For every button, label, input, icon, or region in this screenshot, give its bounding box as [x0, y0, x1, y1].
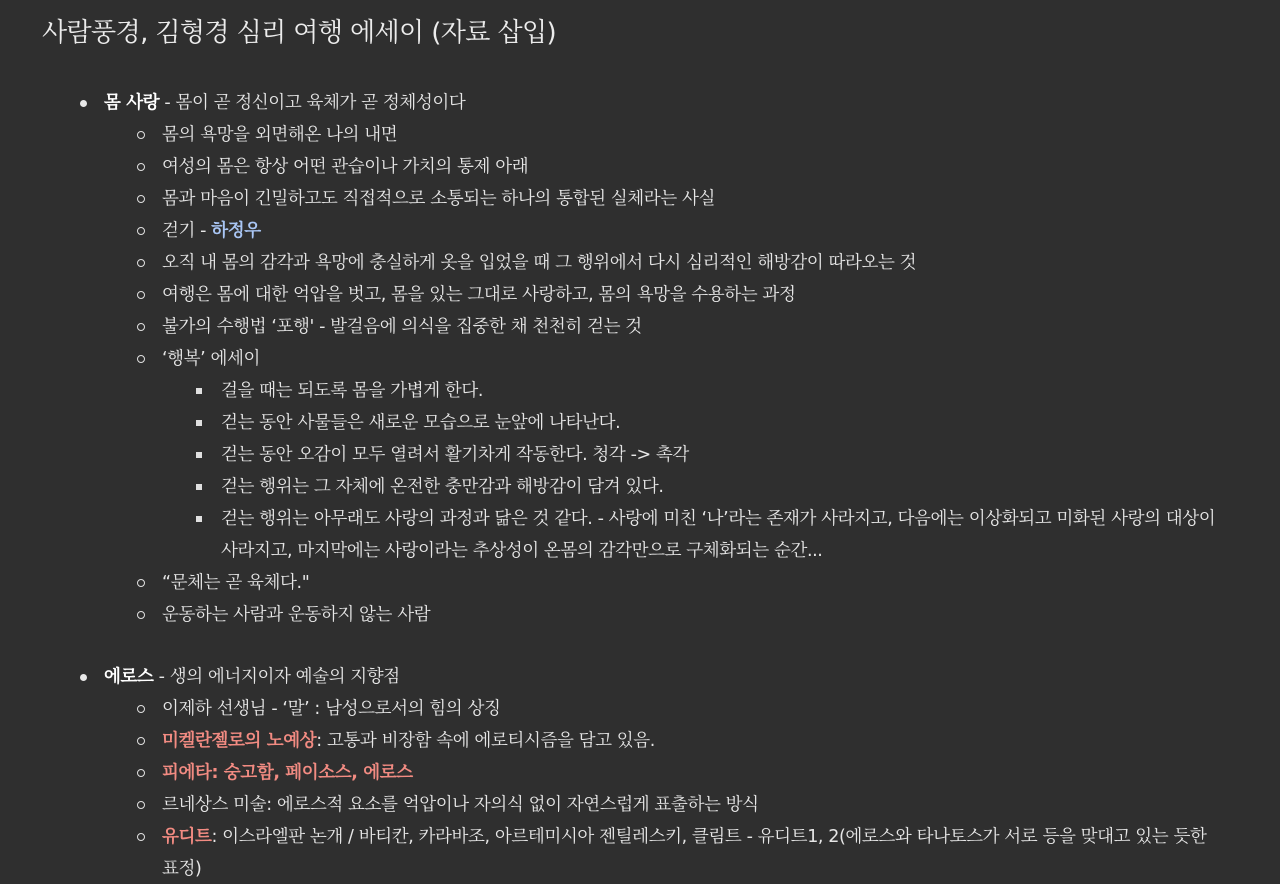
- section-heading-desc: - 생의 에너지이자 예술의 지향점: [153, 667, 400, 687]
- section-heading: 에로스: [104, 667, 154, 687]
- list-item: 걸을 때는 되도록 몸을 가볍게 한다.: [221, 375, 1254, 407]
- sub-list: [162, 693, 1254, 884]
- section-heading: 몸 사랑: [104, 93, 160, 113]
- artwork-desc: : 고통과 비장함 속에 에로티시즘을 담고 있음.: [316, 731, 655, 751]
- artwork-highlight: 피에타: 숭고함, 페이소스, 에로스: [162, 763, 413, 783]
- author-highlight: 하정우: [211, 221, 261, 241]
- list-item: 걷는 행위는 아무래도 사랑의 과정과 닮은 것 같다. - 사랑에 미친 ‘나’라는 존재가 사라지고, 다음에는 이상화되고 미화된 사랑의 대상이 사라지고, 마지막에는 사랑이라는 추상성이 온몸의 감각만으로 구체화되는 순간...: [221, 503, 1231, 567]
- section-eros: [104, 661, 1254, 884]
- list-item: 여성의 몸은 항상 어떤 관습이나 가치의 통제 아래: [162, 151, 1254, 183]
- list-item: [162, 757, 1254, 789]
- list-item-eros: [104, 661, 1254, 884]
- happiness-essay-label: ‘행복’ 에세이: [162, 349, 261, 369]
- artwork-desc: : 이스라엘판 논개 / 바티칸, 카라바조, 아르테미시아 젠틸레스키, 클림트 - 유디트1, 2(에로스와 타나토스가 서로 등을 맞대고 있는 듯한 표정): [162, 827, 1207, 879]
- section-body-love: [104, 87, 1254, 631]
- list-item: 오직 내 몸의 감각과 욕망에 충실하게 옷을 입었을 때 그 행위에서 다시 심리적인 해방감이 따라오는 것: [162, 247, 1254, 279]
- list-item: 걷는 동안 사물들은 새로운 모습으로 눈앞에 나타난다.: [221, 407, 1254, 439]
- list-item: “문체는 곧 육체다.": [162, 567, 1254, 599]
- list-item: [162, 725, 1254, 757]
- list-item: 걷는 행위는 그 자체에 온전한 충만감과 해방감이 담겨 있다.: [221, 471, 1254, 503]
- list-item: 여행은 몸에 대한 억압을 벗고, 몸을 있는 그대로 사랑하고, 몸의 욕망을 수용하는 과정: [162, 279, 1254, 311]
- list-item: 불가의 수행법 ‘포행' - 발걸음에 의식을 집중한 채 천천히 걷는 것: [162, 311, 1254, 343]
- page-title: 사람풍경, 김형경 심리 여행 에세이 (자료 삽입): [42, 18, 557, 48]
- list-item: [162, 821, 1222, 884]
- list-item: 몸과 마음이 긴밀하고도 직접적으로 소통되는 하나의 통합된 실체라는 사실: [162, 183, 1254, 215]
- list-item: 운동하는 사람과 운동하지 않는 사람: [162, 599, 1254, 631]
- artwork-highlight: 유디트: [162, 827, 212, 847]
- list-item: 몸의 욕망을 외면해온 나의 내면: [162, 119, 1254, 151]
- list-item: 르네상스 미술: 에로스적 요소를 억압이나 자의식 없이 자연스럽게 표출하는 방식: [162, 789, 1254, 821]
- list-item-happiness-essay: [162, 343, 1254, 567]
- list-item: 이제하 선생님 - ‘말’ : 남성으로서의 힘의 상징: [162, 693, 1254, 725]
- sub-sub-list: [221, 375, 1254, 567]
- list-item-body-love: [104, 87, 1254, 631]
- artwork-highlight: 미켈란젤로의 노예상: [162, 731, 317, 751]
- list-item-walking: [162, 215, 1254, 247]
- list-item: 걷는 동안 오감이 모두 열려서 활기차게 작동한다. 청각 -> 촉각: [221, 439, 1254, 471]
- sub-list: [162, 119, 1254, 631]
- walking-label: 걷기 -: [162, 221, 212, 241]
- section-heading-desc: - 몸이 곧 정신이고 육체가 곧 정체성이다: [159, 93, 466, 113]
